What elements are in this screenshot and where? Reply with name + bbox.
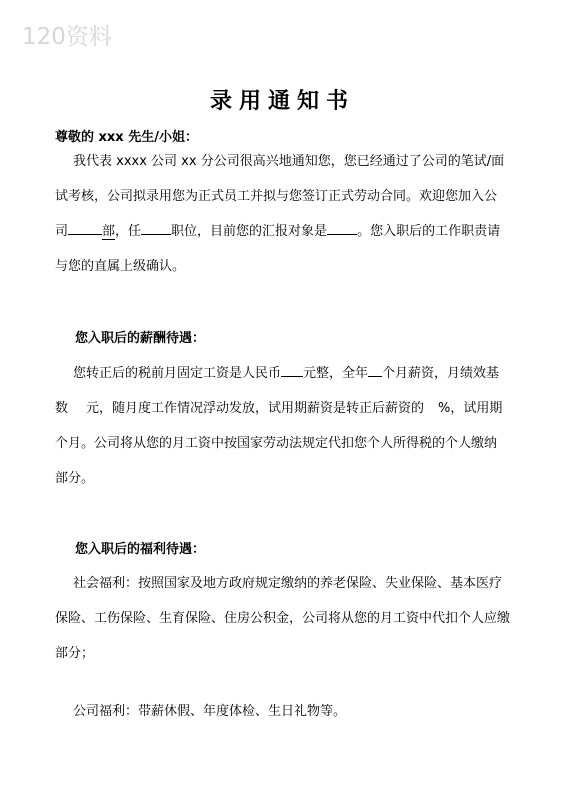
salary-paragraph [55, 356, 525, 496]
watermark: 120资料 [22, 24, 112, 50]
text-fragment: 个月薪资，月绩效基 [382, 366, 500, 381]
salary-heading: 您入职后的薪酬待遇： [75, 331, 206, 346]
department-label: 部 [102, 224, 116, 239]
text-fragment: 元整，全年 [303, 366, 369, 381]
social-line-1: 社会福利：按照国家及地方政府规定缴纳的养老保险、失业保险、基本医疗 [73, 576, 503, 591]
text-fragment: 数 [55, 401, 69, 416]
text-fragment: 职位，目前您的汇报对象是 [171, 224, 328, 239]
intro-line-2: 试考核，公司拟录用您为正式员工并拟与您签订正式劳动合同。欢迎您加入公 [55, 189, 498, 204]
salutation: 尊敬的 xxx 先生/小姐： [55, 130, 198, 145]
text-fragment: 元，随月度工作情况浮动发放，试用期薪资是转正后薪资的 [86, 401, 425, 416]
salary-line-1 [55, 356, 525, 391]
document-title: 录用通知书 [209, 89, 355, 114]
months-blank [368, 376, 382, 377]
company-welfare-line: 公司福利：带薪休假、年度体检、生日礼物等。 [73, 704, 347, 719]
intro-paragraph [55, 144, 525, 284]
intro-line-1: 我代表 xxxx 公司 xx 分公司很高兴地通知您，您已经通过了公司的笔试/面 [73, 154, 505, 169]
company-welfare-paragraph [55, 694, 525, 729]
salary-line-3: 个月。公司将从您的月工资中按国家劳动法规定代扣您个人所得税的个人缴纳 [55, 436, 498, 451]
intro-line-4: 与您的直属上级确认。 [55, 259, 186, 274]
welfare-heading: 您入职后的福利待遇： [75, 542, 206, 557]
text-fragment: 您转正后的税前月固定工资是人民币 [73, 366, 282, 381]
text-fragment: %，试用期 [438, 401, 503, 416]
text-fragment: ，任 [115, 224, 142, 239]
monthly-salary-blank [281, 376, 303, 377]
social-welfare-paragraph [55, 566, 525, 671]
social-line-2: 保险、工伤保险、生育保险、住房公积金，公司将从您的月工资中代扣个人应缴 [55, 611, 511, 626]
salary-line-4: 部分。 [55, 471, 95, 486]
social-line-3: 部分； [55, 646, 95, 661]
position-blank [141, 234, 171, 235]
department-blank [68, 234, 102, 235]
salary-line-2 [55, 391, 525, 426]
intro-line-3 [55, 214, 525, 249]
text-fragment: 。您入职后的工作职责请 [357, 224, 501, 239]
text-fragment: 司 [55, 224, 69, 239]
supervisor-blank [327, 234, 357, 235]
